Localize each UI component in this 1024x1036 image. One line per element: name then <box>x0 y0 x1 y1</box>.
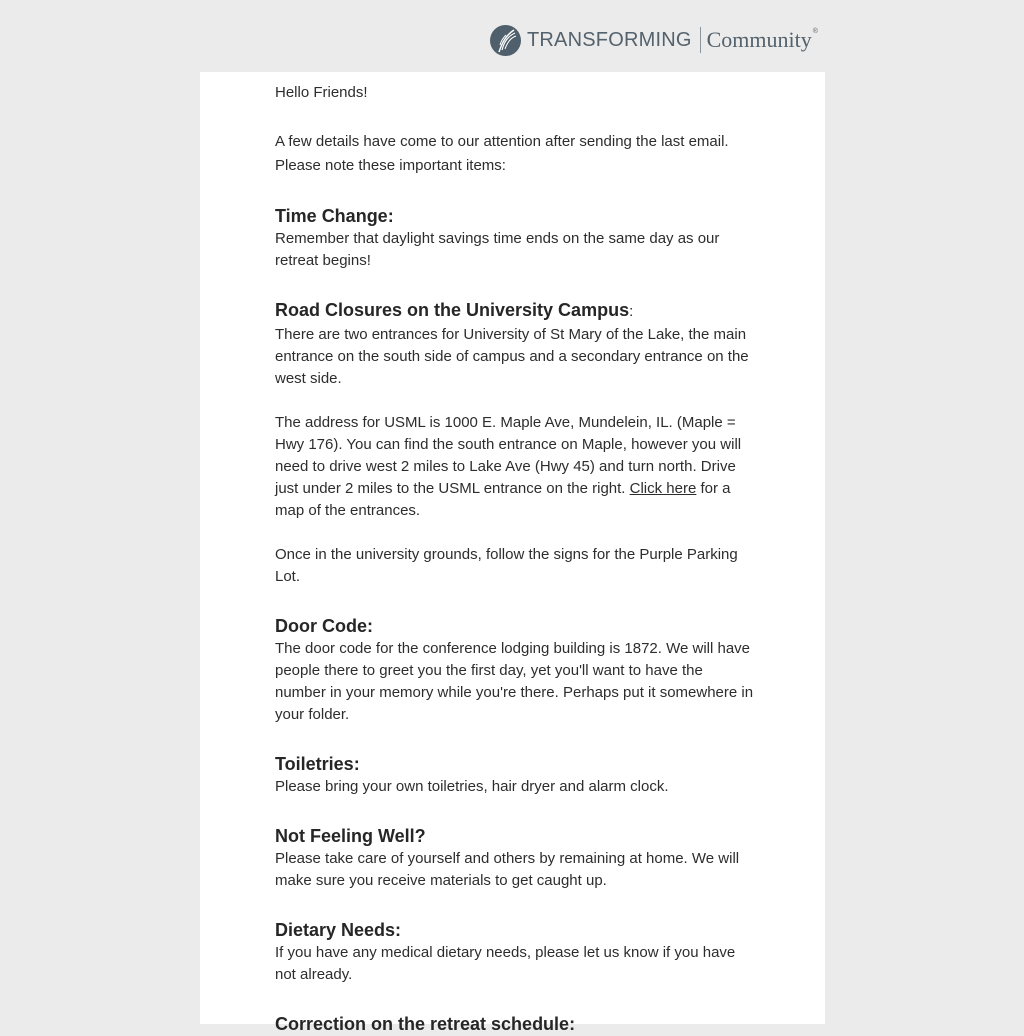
address-text-before-link: The address for USML is 1000 E. Maple Ave, Mundelein, IL. (Maple = Hwy 176). You can find the south entrance on Maple, however you will need to drive west 2 miles to Lake Ave (Hwy 45) and turn north. Drive just under 2 miles to the USML entrance on the right. <box>275 414 742 497</box>
intro-paragraph <box>275 130 755 178</box>
logo-word-community: Community <box>706 27 812 52</box>
road-closures-heading <box>275 298 755 324</box>
time-change-heading: Time Change: <box>275 206 394 226</box>
not-feeling-well-text: Please take care of yourself and others by remaining at home. We will make sure you receive materials to get caught up. <box>275 850 740 889</box>
intro-line-1: A few details have come to our attention after sending the last email. <box>275 133 729 150</box>
schedule-correction-heading: Correction on the retreat schedule: <box>275 1014 576 1034</box>
road-closures-entrances-text: There are two entrances for University of St Mary of the Lake, the main entrance on the south side of campus and a secondary entrance on the west side. <box>275 326 749 387</box>
greeting: Hello Friends! <box>275 84 368 101</box>
toiletries-heading: Toiletries: <box>275 754 360 774</box>
email-header <box>0 0 1024 72</box>
dietary-needs-text: If you have any medical dietary needs, please let us know if you have not already. <box>275 944 736 983</box>
intro-line-2: Please note these important items: <box>275 157 506 174</box>
parking-text: Once in the university grounds, follow the signs for the Purple Parking Lot. <box>275 546 738 585</box>
door-code-heading: Door Code: <box>275 616 373 636</box>
logo-divider <box>700 27 701 53</box>
road-closures-heading-text: Road Closures on the University Campus <box>275 300 630 320</box>
toiletries-text: Please bring your own toiletries, hair dryer and alarm clock. <box>275 778 669 795</box>
road-closures-address-text <box>275 412 755 522</box>
leaf-logo-icon <box>490 25 521 56</box>
map-link[interactable]: Click here <box>629 480 697 497</box>
time-change-text: Remember that daylight savings time ends on the same day as our retreat begins! <box>275 230 720 269</box>
email-content <box>275 82 755 1036</box>
address-text-after-link: for a map of the entrances. <box>275 480 731 519</box>
logo-word-transforming: TRANSFORMING <box>527 29 692 51</box>
road-closures-heading-colon: : <box>629 303 634 320</box>
transforming-community-logo[interactable] <box>490 24 818 56</box>
dietary-needs-heading: Dietary Needs: <box>275 920 402 940</box>
door-code-text: The door code for the conference lodging building is 1872. We will have people there to greet you the first day, yet you'll want to have the number in your memory while you're there. Perhaps put it somewhere in your folder. <box>275 640 754 723</box>
not-feeling-well-heading: Not Feeling Well? <box>275 826 426 846</box>
registered-mark: ® <box>812 28 818 35</box>
email-body-card <box>200 72 825 1034</box>
